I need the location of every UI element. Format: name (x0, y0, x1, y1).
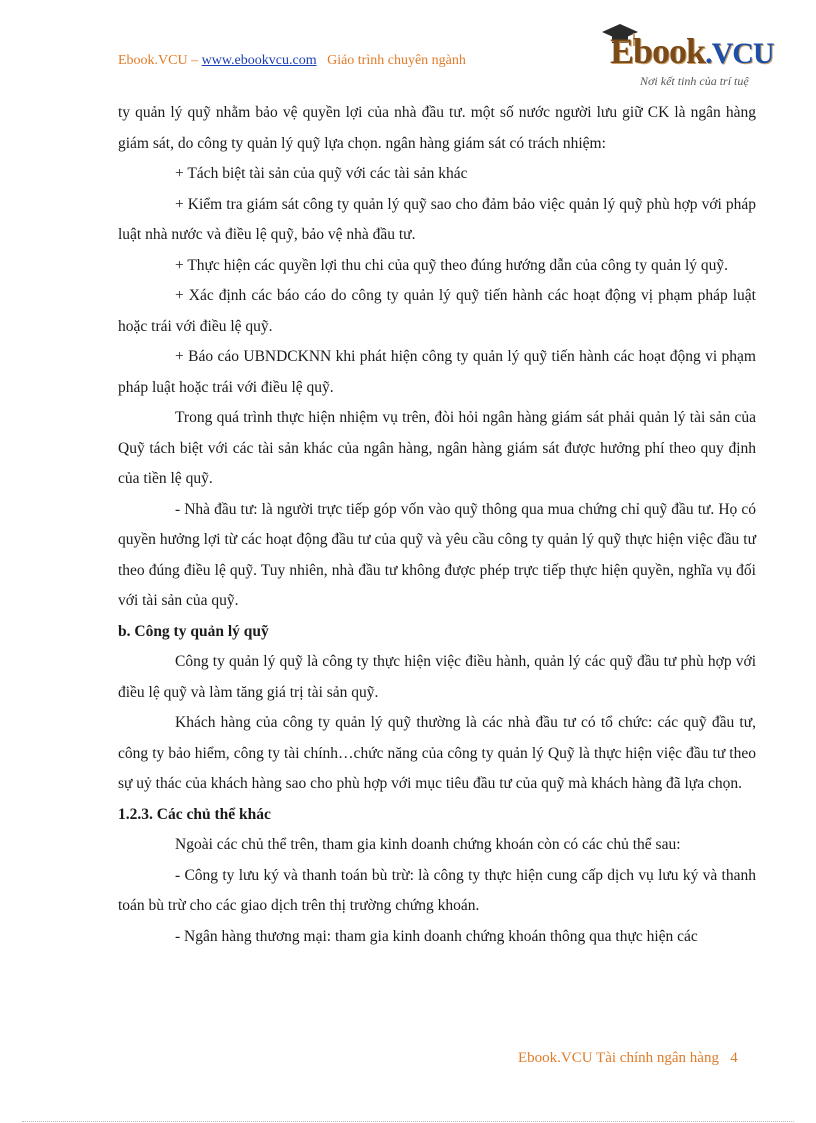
logo-tagline: Nơi kết tinh của trí tuệ (640, 74, 749, 88)
paragraph: + Thực hiện các quyền lợi thu chi của quỹ theo đúng hướng dẫn của công ty quản lý quỹ. (175, 256, 729, 274)
page-number: 4 (730, 1050, 738, 1066)
paragraph: - Ngân hàng thương mại: tham gia kinh doanh chứng khoán thông qua thực hiện các (175, 927, 698, 945)
paragraph: Ngoài các chủ thể trên, tham gia kinh doanh chứng khoán còn có các chủ thể sau: (175, 836, 681, 853)
paragraph: Trong quá trình thực hiện nhiệm vụ trên, đòi hỏi ngân hàng giám sát phải quản lý tài sản của Quỹ tách biệt với các tài sản khác của ngân hàng, ngân hàng giám sát được hưởng phí theo quy định của tiền lệ quỹ. (118, 409, 756, 487)
header-brand: Ebook.VCU – (118, 53, 199, 68)
ebook-vcu-logo (598, 22, 778, 92)
paragraph: Công ty quản lý quỹ là công ty thực hiện việc điều hành, quản lý các quỹ đầu tư phù hợp với điều lệ quỹ và làm tăng giá trị tài sản quỹ. (118, 653, 756, 701)
document-body (118, 98, 756, 952)
header-link[interactable]: www.ebookvcu.com (201, 53, 317, 68)
paragraph: Khách hàng của công ty quản lý quỹ thường là các nhà đầu tư có tổ chức: các quỹ đầu tư, công ty bảo hiểm, công ty tài chính…chức năng của công ty quản lý Quỹ là thực hiện việc đầu tư theo sự uỷ thác của khách hàng sao cho phù hợp với mục tiêu đầu tư của quỹ mà khách hàng đã lựa chọn. (118, 714, 756, 792)
section-heading: b. Công ty quản lý quỹ (118, 622, 269, 640)
paragraph: ty quản lý quỹ nhằm bảo vệ quyền lợi của nhà đầu tư. một số nước người lưu giữ CK là ngân hàng giám sát, do công ty quản lý quỹ lựa chọn. ngân hàng giám sát có trách nhiệm: (118, 104, 756, 152)
paragraph: + Tách biệt tài sản của quỹ với các tài sản khác (175, 165, 468, 182)
section-heading: 1.2.3. Các chủ thể khác (118, 805, 271, 823)
header-section: Giáo trình chuyên ngành (327, 53, 466, 68)
paragraph: + Xác định các báo cáo do công ty quản lý quỹ tiến hành các hoạt động vị phạm pháp luật hoặc trái với điều lệ quỹ. (118, 287, 756, 335)
logo-title: Ebook.VCU (610, 31, 774, 71)
paragraph: + Kiểm tra giám sát công ty quản lý quỹ sao cho đảm bảo việc quản lý quỹ phù hợp với pháp luật nhà nước và điều lệ quỹ, bảo vệ nhà đầu tư. (118, 195, 756, 243)
footer-text: Ebook.VCU Tài chính ngân hàng (518, 1050, 719, 1066)
paragraph: - Công ty lưu ký và thanh toán bù trừ: là công ty thực hiện cung cấp dịch vụ lưu ký và thanh toán bù trừ cho các giao dịch trên thị trường chứng khoán. (118, 866, 756, 914)
page-header (118, 53, 466, 69)
page-divider (22, 1121, 794, 1122)
paragraph: - Nhà đầu tư: là người trực tiếp góp vốn vào quỹ thông qua mua chứng chỉ quỹ đầu tư. Họ có quyền hưởng lợi từ các hoạt động đầu tư của quỹ và yêu cầu công ty quản lý quỹ thực hiện việc đầu tư theo đúng điều lệ quỹ. Tuy nhiên, nhà đầu tư không được phép trực tiếp thực hiện quyền, nghĩa vụ đối với tài sản của quỹ. (118, 500, 756, 609)
page-footer (518, 1050, 738, 1067)
paragraph: + Báo cáo UBNDCKNN khi phát hiện công ty quản lý quỹ tiến hành các hoạt động vi phạm pháp luật hoặc trái với điều lệ quỹ. (118, 348, 756, 396)
